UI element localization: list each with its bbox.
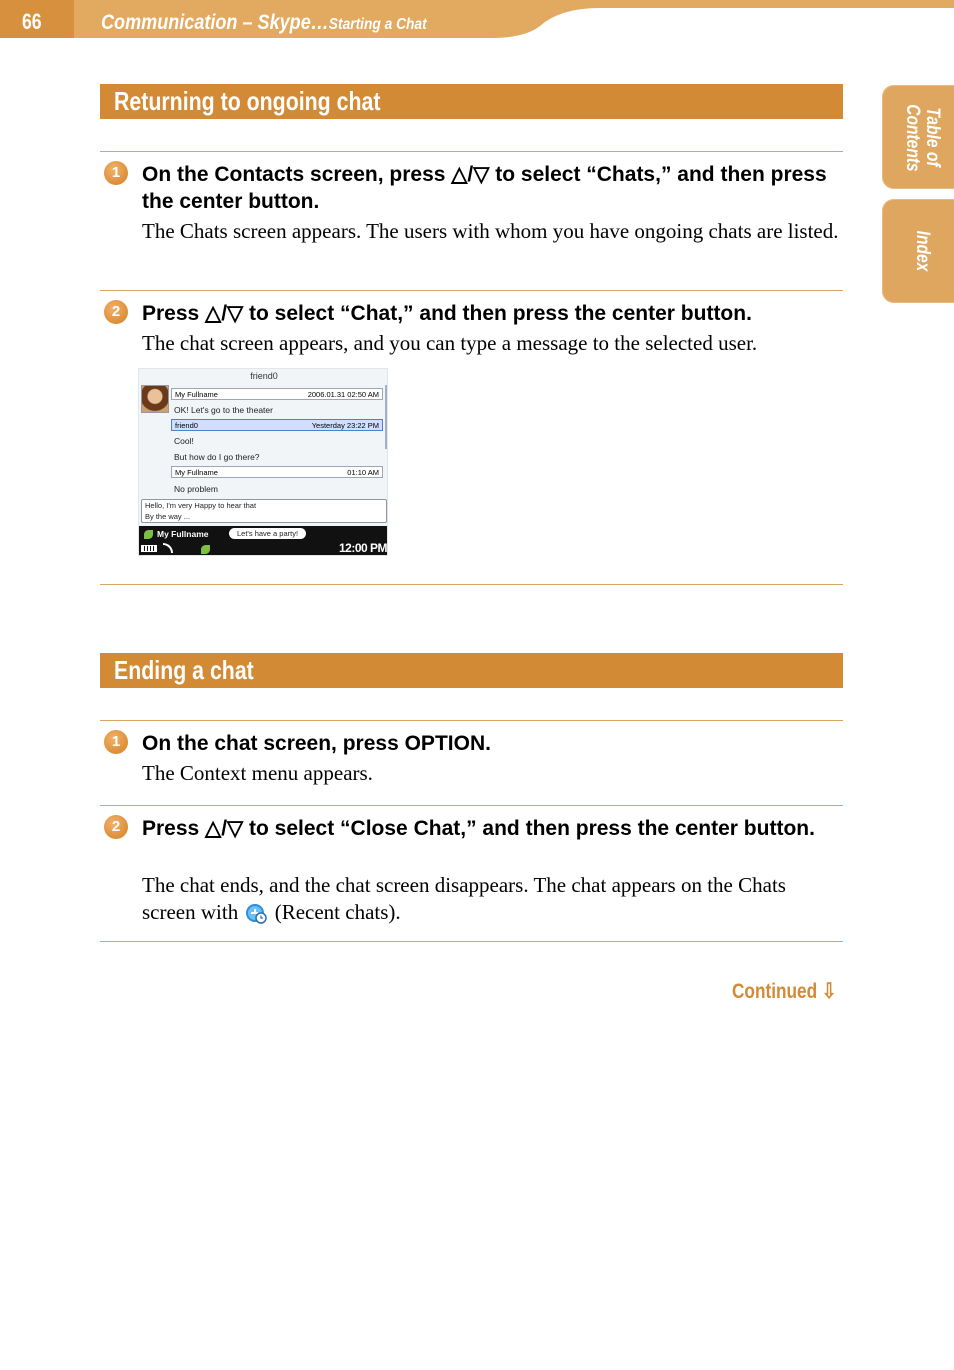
chat-screen-screenshot: [138, 368, 388, 556]
wifi-icon: [163, 543, 173, 553]
tab-index[interactable]: [882, 199, 954, 303]
message-header: [171, 388, 383, 400]
message-time: Yesterday 23:22 PM: [311, 421, 379, 430]
chat-contact-name: friend0: [250, 371, 278, 381]
divider: [100, 584, 843, 585]
divider: [100, 151, 843, 152]
section-header-ending: [100, 653, 843, 688]
divider: [100, 290, 843, 291]
page-number: 66: [22, 9, 42, 34]
clock: 12:00 PM: [338, 541, 387, 555]
input-line: By the way ...: [145, 512, 191, 521]
step-body-text: (Recent chats).: [274, 900, 401, 924]
section-title: Returning to ongoing chat: [114, 86, 381, 116]
breadcrumb-sub: Starting a Chat: [328, 16, 427, 33]
avatar: [141, 385, 169, 413]
step-body: The Context menu appears.: [142, 761, 373, 785]
divider: [100, 805, 843, 806]
message-header-selected: [171, 419, 383, 431]
message-text: Cool!: [174, 436, 194, 446]
section-header-returning: [100, 84, 843, 119]
skype-online-icon: [201, 545, 210, 554]
step-number-badge: 1: [104, 730, 128, 754]
message-header: [171, 466, 383, 478]
status-bar: [139, 526, 388, 556]
step-title: Press △/▽ to select “Close Chat,” and then press the center button.: [142, 817, 815, 840]
step-body-text: The chat ends, and the chat screen disappears. The chat appears on the Chats screen with: [142, 873, 786, 924]
step-title: On the Contacts screen, press △/▽ to select “Chats,” and then press the center button.: [142, 163, 827, 213]
battery-icon: [141, 545, 157, 552]
message-time: 01:10 AM: [347, 468, 379, 477]
step-body: The Chats screen appears. The users with whom you have ongoing chats are listed.: [142, 219, 839, 243]
section-title: Ending a chat: [114, 655, 254, 685]
message-input: [141, 499, 387, 523]
breadcrumb-main: Communication – Skype…: [101, 11, 329, 34]
message-text: OK! Let's go to the theater: [174, 405, 273, 415]
step-body: [142, 872, 842, 926]
message-text: No problem: [174, 484, 218, 494]
scrollbar: [385, 385, 388, 449]
step-title: On the chat screen, press OPTION.: [142, 732, 491, 755]
message-sender: My Fullname: [175, 390, 218, 399]
step-title: Press △/▽ to select “Chat,” and then press the center button.: [142, 302, 752, 325]
message-text: But how do I go there?: [174, 452, 260, 462]
mood-message: Let's have a party!: [229, 528, 306, 539]
breadcrumb: [101, 11, 427, 35]
page-header: [0, 0, 954, 42]
step-body: The chat screen appears, and you can type a message to the selected user.: [142, 331, 758, 355]
divider: [100, 720, 843, 721]
step-number-badge: 1: [104, 161, 128, 185]
input-line: Hello, I'm very Happy to hear that: [145, 501, 257, 510]
step-number-badge: 2: [104, 815, 128, 839]
status-name: My Fullname: [157, 529, 209, 539]
step-number-badge: 2: [104, 300, 128, 324]
tab-toc-label: Table of Contents: [902, 104, 943, 172]
recent-chats-icon: [245, 902, 267, 924]
skype-status-icon: [144, 530, 153, 539]
continued-link[interactable]: Continued ⇩: [732, 980, 837, 1003]
message-sender: My Fullname: [175, 468, 218, 477]
tab-index-label: Index: [912, 230, 933, 272]
divider: [100, 941, 843, 942]
tab-table-of-contents[interactable]: [882, 85, 954, 189]
message-time: 2006.01.31 02:50 AM: [307, 390, 379, 399]
message-sender: friend0: [175, 421, 198, 430]
